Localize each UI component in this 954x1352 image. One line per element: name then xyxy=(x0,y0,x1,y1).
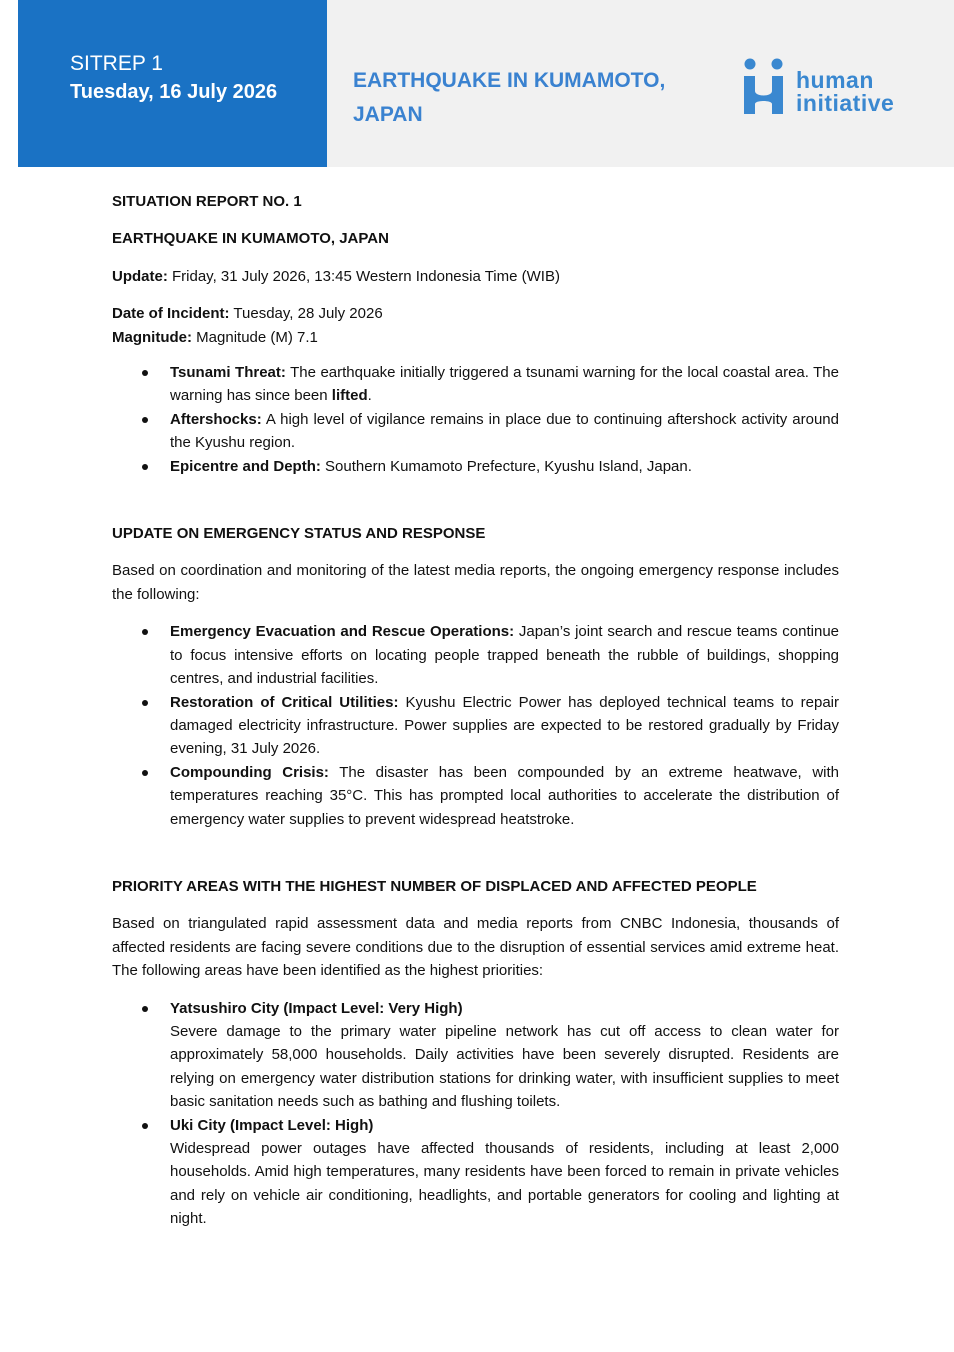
sitrep-label: SITREP 1 xyxy=(70,52,163,75)
logo-word-human: human xyxy=(796,67,874,93)
bullet-label: Emergency Evacuation and Rescue Operations: xyxy=(170,623,515,641)
magnitude-line xyxy=(112,326,839,349)
update-value: Friday, 31 July 2026, 13:45 Western Indonesia Time (WIB) xyxy=(167,267,560,285)
bullet-text: A high level of vigilance remains in place due to continuing aftershock activity around the Kyushu region. xyxy=(170,410,839,452)
page-title: EARTHQUAKE IN KUMAMOTO, JAPAN xyxy=(353,69,666,126)
header-banner xyxy=(18,0,327,167)
list-item xyxy=(170,620,839,690)
bullet-bold-end: lifted xyxy=(331,387,368,405)
logo-word-initiative: initiative xyxy=(796,90,895,116)
update-line xyxy=(112,265,839,288)
report-heading: SITUATION REPORT NO. 1 xyxy=(112,193,302,210)
bullet-label: Aftershocks: xyxy=(170,410,262,428)
bullet-text: Southern Kumamoto Prefecture, Kyushu Island, Japan. xyxy=(320,457,692,475)
priority-intro: Based on triangulated rapid assessment data and media reports from CNBC Indonesia, thousands of affected residents are facing severe conditions due to the disruption of essential services amid extreme heat. The following areas have been identified as the highest priorities: xyxy=(112,915,839,980)
bullet-text: Japan’s joint search and rescue teams continue to focus intensive efforts on locating people trapped beneath the rubble of buildings, shopping centres, and industrial facilities. xyxy=(170,623,840,688)
bullet-label: Tsunami Threat: xyxy=(170,364,286,382)
update-label: Update: xyxy=(112,267,168,285)
priority-areas xyxy=(112,997,839,1231)
emergency-intro: Based on coordination and monitoring of the latest media reports, the ongoing emergency response includes the following: xyxy=(112,562,839,603)
magnitude-label: Magnitude: xyxy=(112,328,192,346)
list-item xyxy=(170,761,839,831)
human-figure-icon xyxy=(742,58,786,118)
area-title: Uki City (Impact Level: High) xyxy=(170,1116,374,1134)
incident-label: Date of Incident: xyxy=(112,305,230,323)
incident-bullets xyxy=(112,361,839,478)
list-item xyxy=(170,1114,839,1231)
emergency-bullets xyxy=(112,620,839,831)
incident-value: Tuesday, 28 July 2026 xyxy=(229,305,383,323)
bullet-end: . xyxy=(367,387,372,405)
report-body xyxy=(112,190,839,1231)
magnitude-value: Magnitude (M) 7.1 xyxy=(192,328,318,346)
area-text: Widespread power outages have affected thousands of residents, including at least 2,000 households. Amid high temperatures, many residents have been forced to remain in private vehicles and rely on vehicle air conditioning, headlights, and portable generators for cooling and lighting at night. xyxy=(170,1140,839,1228)
bullet-text: The earthquake initially triggered a tsunami warning for the local coastal area. The warning has since been xyxy=(170,364,839,405)
area-title: Yatsushiro City (Impact Level: Very High) xyxy=(170,999,463,1017)
area-text: Severe damage to the primary water pipeline network has cut off access to clean water for approximately 58,000 households. Daily activities have been severely disrupted. Residents are relying on emergency water distribution stations for drinking water, with insufficient supplies to meet basic sanitation needs such as bathing and flushing toilets. xyxy=(170,1022,839,1111)
logo-wordmark xyxy=(796,69,894,115)
bullet-label: Restoration of Critical Utilities: xyxy=(170,693,399,711)
emergency-heading: UPDATE ON EMERGENCY STATUS AND RESPONSE xyxy=(112,525,486,543)
list-item xyxy=(170,455,839,478)
header-title-panel xyxy=(327,0,954,167)
list-item xyxy=(170,691,839,761)
incident-line xyxy=(112,302,839,325)
report-subheading: EARTHQUAKE IN KUMAMOTO, JAPAN xyxy=(112,230,389,248)
list-item xyxy=(170,997,839,1114)
list-item xyxy=(170,408,839,455)
list-item xyxy=(170,361,839,408)
bullet-text: Kyushu Electric Power has deployed technical teams to repair damaged electricity infrastructure. Power supplies are expected to be restored gradually by Friday evening, 31 July 2026. xyxy=(170,693,839,758)
bullet-text: The disaster has been compounded by an extreme heatwave, with temperatures reaching 35°C. This has prompted local authorities to accelerate the distribution of emergency water supplies to prevent widespread heatstroke. xyxy=(170,763,839,828)
bullet-label: Compounding Crisis: xyxy=(170,763,329,781)
human-initiative-logo xyxy=(742,58,912,118)
bullet-label: Epicentre and Depth: xyxy=(170,457,321,475)
sitrep-date: Tuesday, 16 July 2026 xyxy=(70,81,278,103)
priority-heading: PRIORITY AREAS WITH THE HIGHEST NUMBER OF DISPLACED AND AFFECTED PEOPLE xyxy=(112,877,757,895)
